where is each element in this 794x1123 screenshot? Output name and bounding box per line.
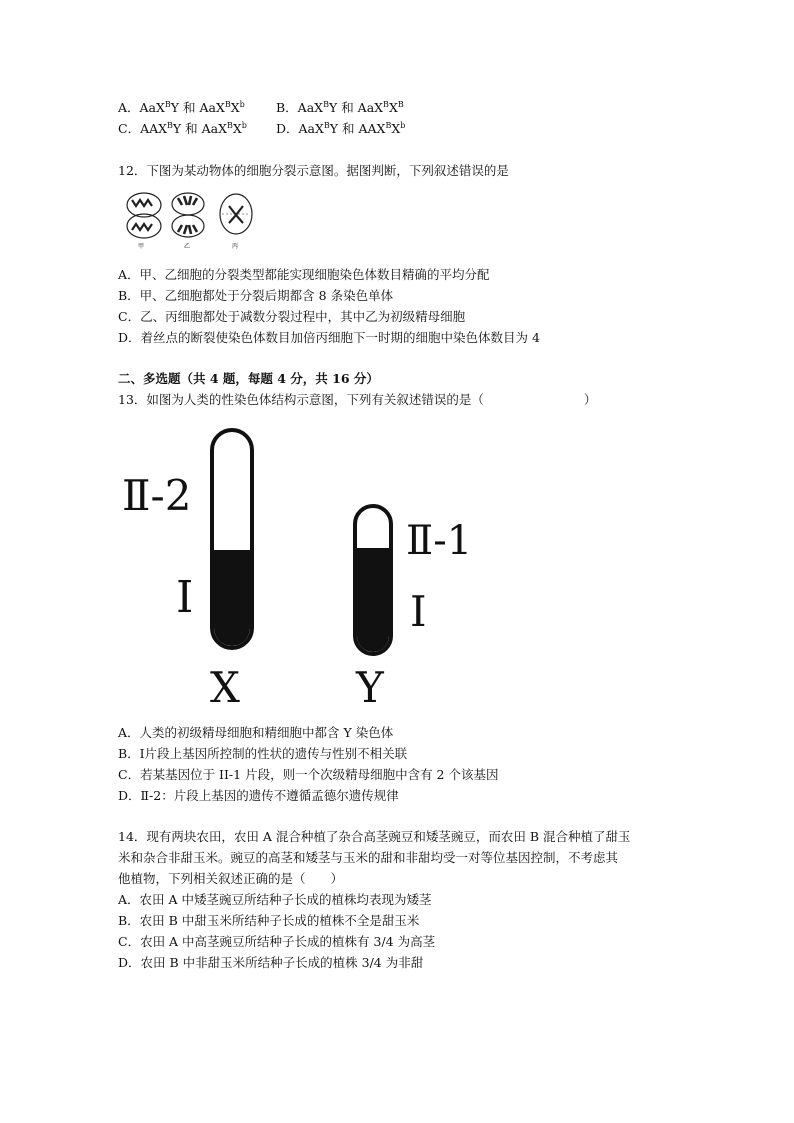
cell-jia — [127, 193, 161, 238]
q11-option-b: B．AaX$^B$Y 和 $AaX^BX^B$ — [276, 100, 404, 115]
cell-division-figure — [124, 190, 264, 252]
cell-bing — [220, 194, 252, 234]
q14-option-a: A．农田 A 中矮茎豌豆所结种子长成的植株均表现为矮茎 — [118, 892, 432, 907]
q14-option-c: C．农田 A 中高茎豌豆所结种子长成的植株有 3/4 为高茎 — [118, 934, 436, 949]
q11-option-a: A．AaX$^B$Y 和 $AaX^BX^b$ — [118, 100, 245, 115]
q13-stem: 13．如图为人类的性染色体结构示意图，下列有关叙述错误的是（ ） — [118, 392, 597, 407]
q14-stem-line-1: 14．现有两块农田，农田 A 混合种植了杂合高茎豌豆和矮茎豌豆，而农田 B 混合种植了甜玉 — [118, 829, 631, 844]
cell-label-jia: 甲 — [138, 243, 145, 250]
label-y-segment-ii-1: Ⅱ-1 — [406, 518, 473, 564]
q12-option-b: B．甲、乙细胞都处于分裂后期都含 8 条染色单体 — [118, 288, 394, 303]
q14-option-d: D．农田 B 中非甜玉米所结种子长成的植株 3/4 为非甜 — [118, 955, 424, 970]
q12-stem: 12．下图为某动物体的细胞分裂示意图。据图判断，下列叙述错误的是 — [118, 163, 509, 178]
label-y-chromosome: Y — [356, 663, 384, 710]
q12-option-d: D．着丝点的断裂使染色体数目加倍丙细胞下一时期的细胞中染色体数目为 4 — [118, 330, 540, 345]
cell-yi — [172, 193, 204, 237]
q13-option-a: A．人类的初级精母细胞和精细胞中都含 Y 染色体 — [118, 725, 394, 740]
label-y-segment-i: Ⅰ — [410, 587, 427, 636]
q12-option-c: C．乙、丙细胞都处于减数分裂过程中，其中乙为初级精母细胞 — [118, 309, 466, 324]
q14-stem-line-2: 米和杂合非甜玉米。豌豆的高茎和矮茎与玉米的甜和非甜均受一对等位基因控制，不考虑其 — [118, 850, 619, 865]
q14-stem-line-3: 他植物，下列相关叙述正确的是（ ） — [118, 871, 344, 886]
cell-label-yi: 乙 — [184, 243, 191, 250]
q14-option-b: B．农田 B 中甜玉米所结种子长成的植株不全是甜玉米 — [118, 913, 420, 928]
q11-option-d: D．AaX$^B$Y 和 $AAX^BX^b$ — [276, 121, 406, 136]
section-heading-multiple-choice: 二、多选题（共 4 题，每题 4 分，共 16 分） — [118, 371, 379, 386]
q11-option-c: C．$AAX^BY$ 和 $AaX^BX^b$ — [118, 121, 247, 136]
q13-option-c: C．若某基因位于 II-1 片段，则一个次级精母细胞中含有 2 个该基因 — [118, 767, 499, 782]
y-chromosome — [355, 506, 391, 654]
label-x-segment-ii-2: Ⅱ-2 — [122, 471, 192, 520]
sex-chromosome-figure — [118, 420, 498, 710]
label-x-segment-i: Ⅰ — [176, 572, 194, 623]
label-x-chromosome: X — [210, 663, 240, 710]
x-chromosome — [212, 430, 252, 648]
q13-option-d: D．Ⅱ-2：片段上基因的遗传不遵循孟德尔遗传规律 — [118, 788, 399, 803]
q12-option-a: A．甲、乙细胞的分裂类型都能实现细胞染色体数目精确的平均分配 — [118, 267, 490, 282]
cell-label-bing: 丙 — [232, 243, 239, 250]
q13-option-b: B．Ⅰ片段上基因所控制的性状的遗传与性别不相关联 — [118, 746, 408, 761]
